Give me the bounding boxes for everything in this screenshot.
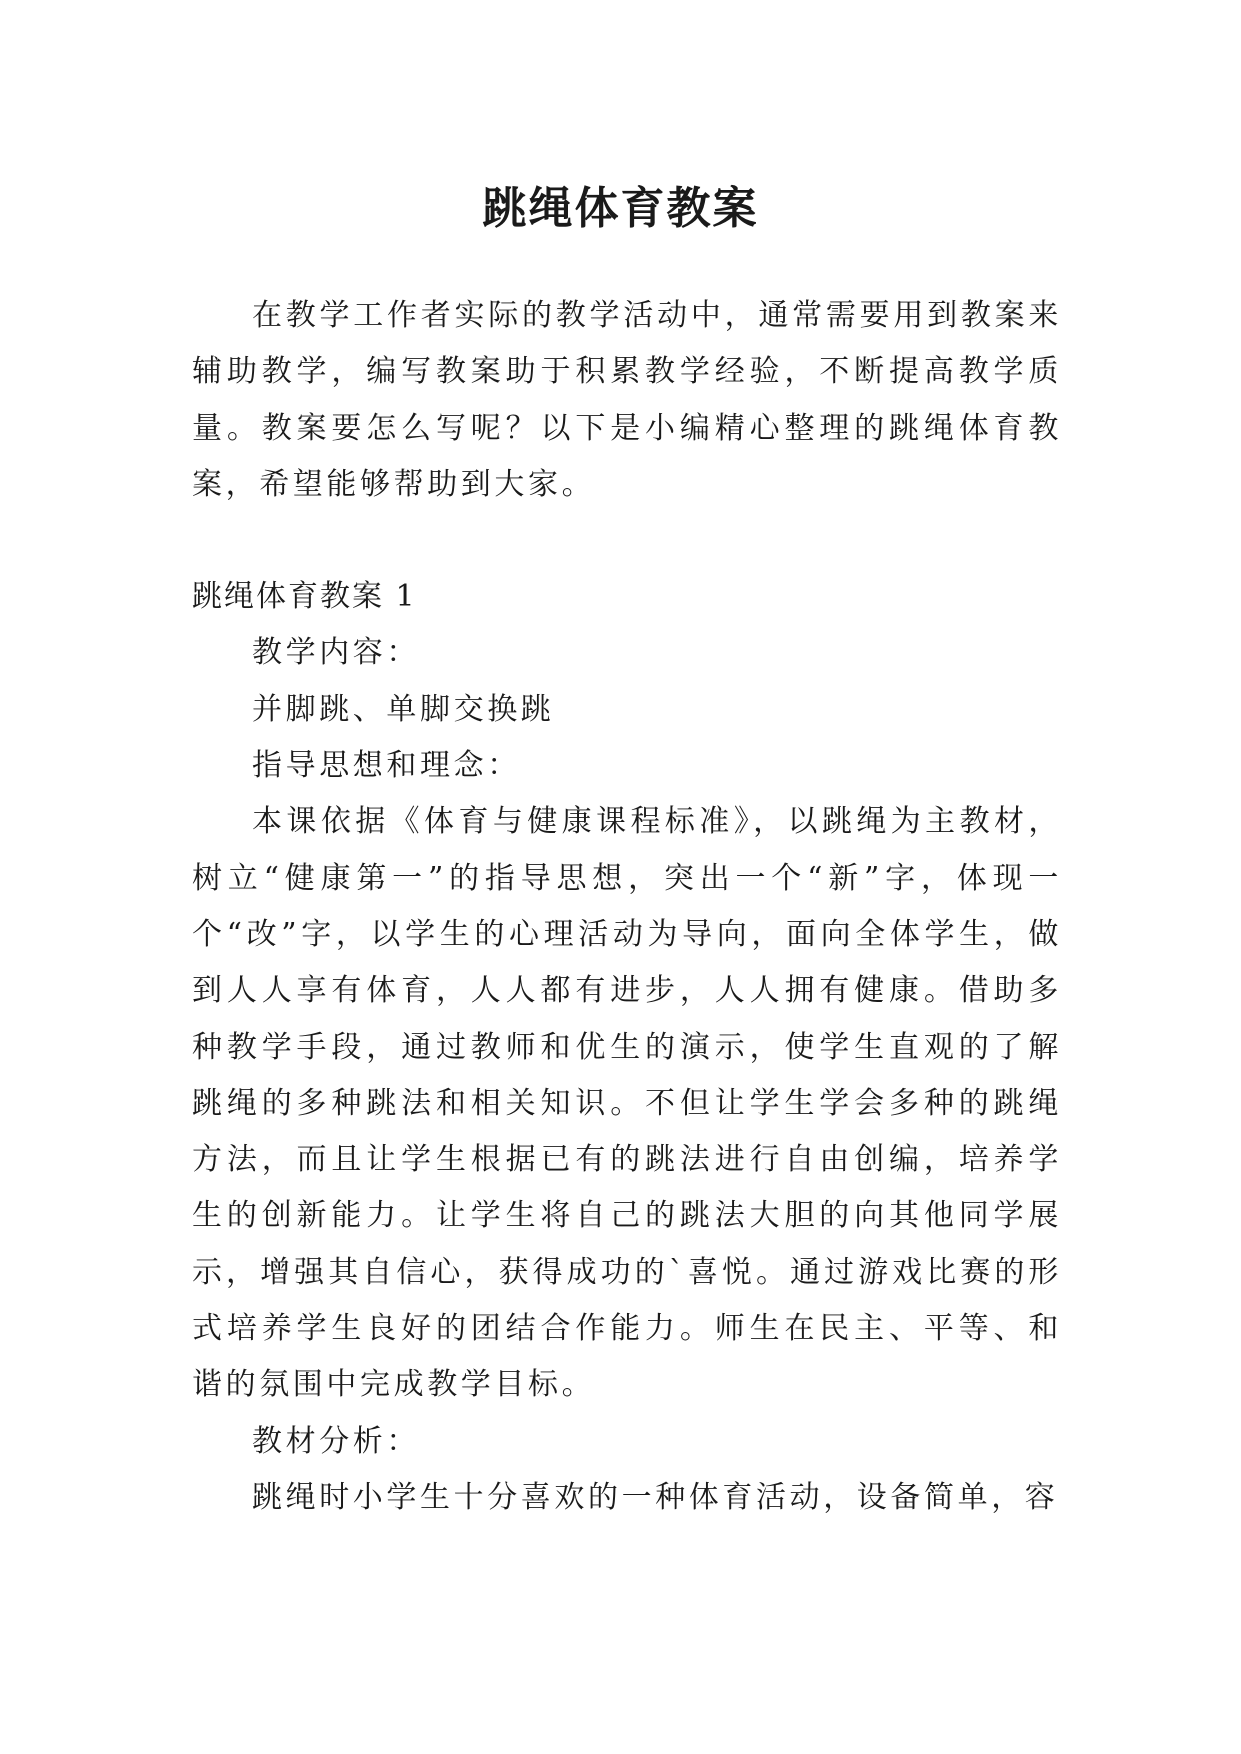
guiding-paragraph: 本课依据《体育与健康课程标准》，以跳绳为主教材，树立“健康第一”的指导思想，突出一个“新”字，体现一个“改”字，以学生的心理活动为导向，面向全体学生，做到人人享有体育，人人都有进步，人人拥有健康。借助多种教学手段，通过教师和优生的演示，使学生直观的了解跳绳的多种跳法和相关知识。不但让学生学会多种的跳绳方法，而且让学生根据已有的跳法进行自由创编，培养学生的创新能力。让学生将自己的跳法大胆的向其他同学展示，增强其自信心，获得成功的`喜悦。通过游戏比赛的形式培养学生良好的团结合作能力。师生在民主、平等、和谐的氛围中完成教学目标。 (192, 804, 1062, 1403)
document-title: 跳绳体育教案 (482, 183, 759, 235)
content-value: 并脚跳、单脚交换跳 (252, 691, 555, 727)
intro-paragraph: 在教学工作者实际的教学活动中，通常需要用到教案来辅助教学，编写教案助于积累教学经验，不断提高教学质量。教案要怎么写呢？以下是小编精心整理的跳绳体育教案，希望能够帮助到大家。 (192, 298, 1062, 502)
document-body (192, 288, 1062, 1526)
analysis-label: 教材分析： (252, 1423, 420, 1459)
guiding-label: 指导思想和理念： (252, 748, 521, 784)
section-heading: 跳绳体育教案 1 (192, 579, 417, 615)
paragraph-gap (192, 513, 1062, 569)
analysis-paragraph: 跳绳时小学生十分喜欢的一种体育活动，设备简单，容 (252, 1479, 1059, 1515)
content-label: 教学内容： (252, 635, 420, 671)
